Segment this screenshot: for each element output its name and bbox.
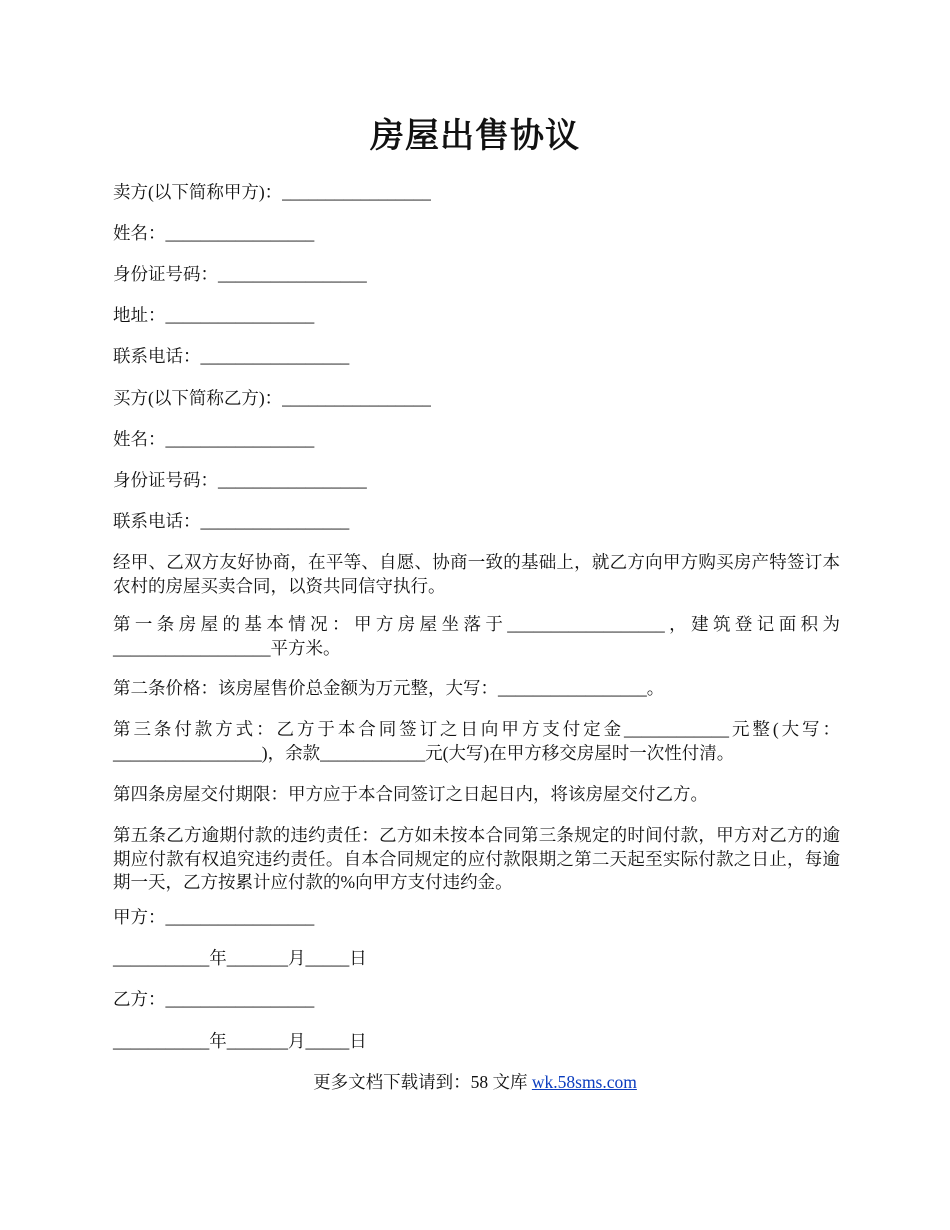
seller-phone-field: 联系电话：_________________ (113, 346, 350, 366)
footer-note (0, 1071, 950, 1094)
party-a-date: ___________年_______月_____日 (113, 948, 367, 968)
article-5-paragraph: 第五条乙方逾期付款的违约责任：乙方如未按本合同第三条规定的时间付款，甲方对乙方的逾期应付款有权追究违约责任。自本合同规定的应付款限期之第二天起至实际付款之日止，每逾期一天，乙方按累计应付款的%向甲方支付违约金。 (113, 825, 840, 892)
footer-text: 更多文档下载请到：58 文库 (313, 1072, 532, 1092)
party-b-date: ___________年_______月_____日 (113, 1031, 367, 1051)
intro-paragraph: 经甲、乙双方友好协商，在平等、自愿、协商一致的基础上，就乙方向甲方购买房产特签订本农村的房屋买卖合同，以资共同信守执行。 (113, 552, 840, 596)
footer-link[interactable]: wk.58sms.com (531, 1072, 637, 1092)
document-title: 房屋出售协议 (370, 118, 580, 155)
buyer-line: 买方(以下简称乙方)：_________________ (113, 388, 431, 408)
seller-id-field: 身份证号码：_________________ (113, 264, 367, 284)
party-b-signature: 乙方：_________________ (113, 989, 315, 1009)
seller-name-field: 姓名：_________________ (113, 223, 315, 243)
article-1-paragraph: 第一条房屋的基本情况：甲方房屋坐落于__________________，建筑登记面积为__________________平方米。 (113, 614, 840, 658)
party-a-signature: 甲方：_________________ (113, 907, 315, 927)
buyer-id-field: 身份证号码：_________________ (113, 470, 367, 490)
article-3-paragraph: 第三条付款方式：乙方于本合同签订之日向甲方支付定金____________元整(大写：_________________)，余款____________元(大写)在甲方移交房屋时一次性付清。 (113, 719, 840, 763)
article-2-paragraph: 第二条价格：该房屋售价总金额为万元整，大写：_________________。 (113, 678, 665, 698)
article-4-paragraph: 第四条房屋交付期限：甲方应于本合同签订之日起日内，将该房屋交付乙方。 (113, 784, 708, 804)
buyer-phone-field: 联系电话：_________________ (113, 511, 350, 531)
seller-address-field: 地址：_________________ (113, 305, 315, 325)
buyer-name-field: 姓名：_________________ (113, 429, 315, 449)
seller-line: 卖方(以下简称甲方)：_________________ (113, 182, 431, 202)
